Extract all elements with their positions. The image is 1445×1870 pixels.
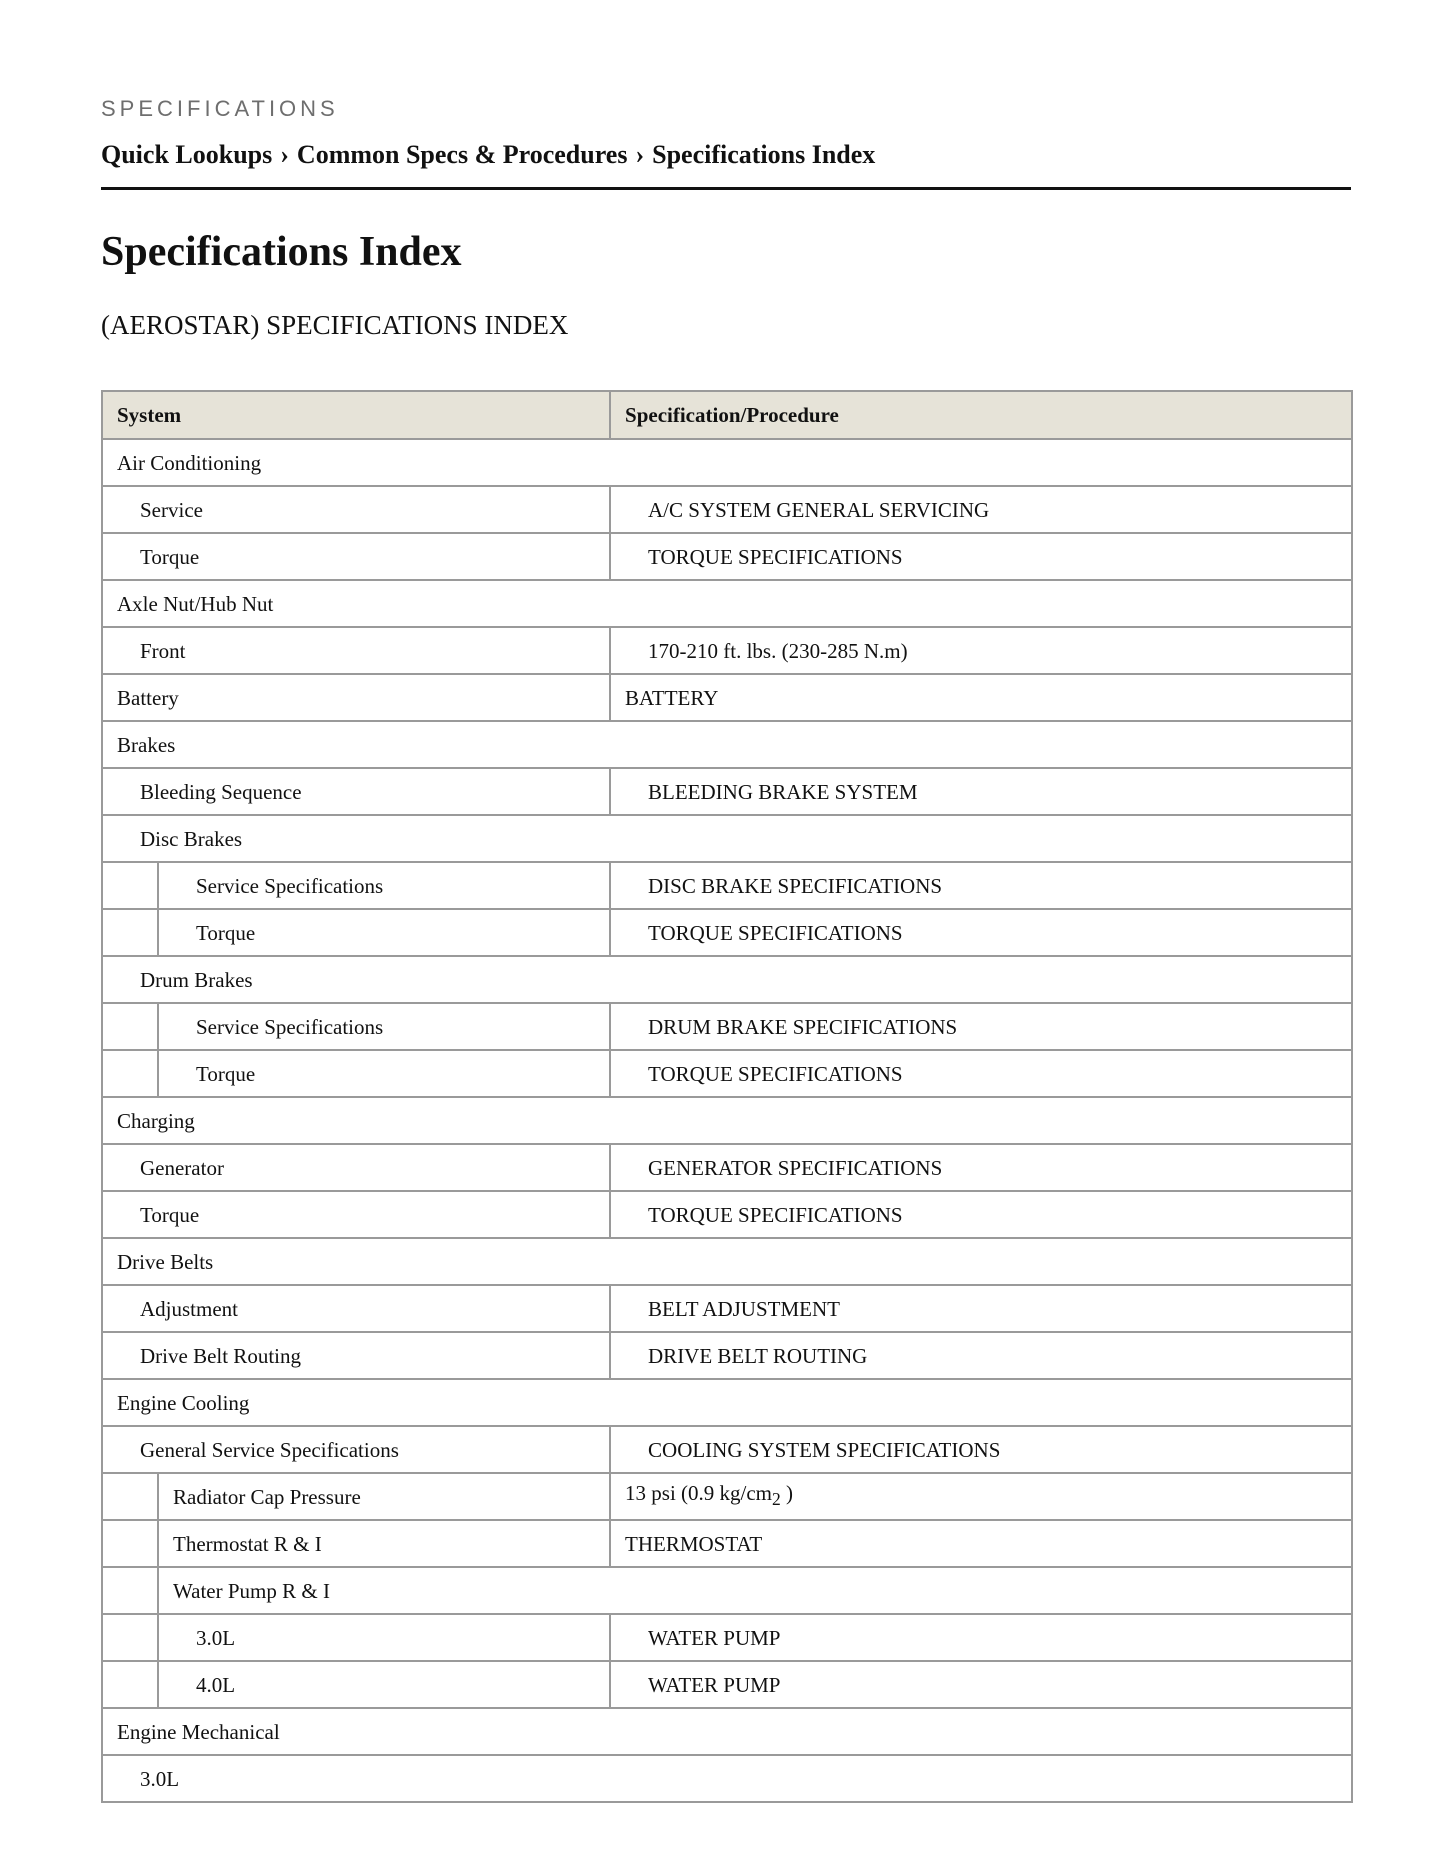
table-row [102, 1379, 1352, 1426]
indent-gutter-cell [102, 1661, 158, 1708]
column-header-system: System [102, 391, 610, 439]
system-cell: Front [102, 627, 610, 674]
breadcrumb [101, 139, 875, 171]
section-kicker: SPECIFICATIONS [101, 96, 339, 121]
spec-value: 170-210 ft. lbs. (230-285 N.m) [648, 638, 908, 663]
system-cell: 4.0L [158, 1661, 610, 1708]
table-header-row [102, 391, 1352, 439]
system-cell: 3.0L [102, 1755, 1352, 1802]
breadcrumb-separator: › [635, 140, 645, 169]
indent-gutter-cell [102, 1050, 158, 1097]
system-cell: Brakes [102, 721, 1352, 768]
spec-link-cell [610, 533, 1352, 580]
spec-link-cell [610, 1520, 1352, 1567]
header-divider [101, 187, 1351, 190]
table-row [102, 1755, 1352, 1802]
specifications-table [101, 390, 1353, 1803]
system-cell: Service Specifications [158, 1003, 610, 1050]
table-row [102, 1567, 1352, 1614]
column-header-specification: Specification/Procedure [610, 391, 1352, 439]
system-cell: 3.0L [158, 1614, 610, 1661]
spec-link[interactable]: BLEEDING BRAKE SYSTEM [648, 779, 918, 804]
spec-link[interactable]: TORQUE SPECIFICATIONS [648, 544, 903, 569]
spec-link-cell [610, 1614, 1352, 1661]
system-cell: Service Specifications [158, 862, 610, 909]
table-row [102, 439, 1352, 486]
spec-link-cell [610, 674, 1352, 721]
spec-link-cell [610, 1003, 1352, 1050]
system-cell: Engine Cooling [102, 1379, 1352, 1426]
spec-link-cell [610, 1332, 1352, 1379]
table-row [102, 1003, 1352, 1050]
table-row [102, 486, 1352, 533]
spec-link-cell [610, 1144, 1352, 1191]
table-row [102, 862, 1352, 909]
system-cell: Torque [158, 1050, 610, 1097]
spec-value-tail: ) [780, 1481, 794, 1506]
spec-link-cell [610, 768, 1352, 815]
breadcrumb-item[interactable]: Quick Lookups [101, 140, 273, 169]
system-cell: Axle Nut/Hub Nut [102, 580, 1352, 627]
table-row [102, 1614, 1352, 1661]
spec-value-cell [610, 1473, 1352, 1520]
spec-link-cell [610, 909, 1352, 956]
system-cell: Charging [102, 1097, 1352, 1144]
system-cell: Torque [102, 1191, 610, 1238]
system-cell: Bleeding Sequence [102, 768, 610, 815]
indent-gutter-cell [102, 862, 158, 909]
table-row [102, 1097, 1352, 1144]
table-row [102, 1520, 1352, 1567]
system-cell: Torque [158, 909, 610, 956]
system-cell: Torque [102, 533, 610, 580]
breadcrumb-item[interactable]: Common Specs & Procedures [296, 140, 628, 169]
spec-link-cell [610, 862, 1352, 909]
spec-link[interactable]: A/C SYSTEM GENERAL SERVICING [648, 497, 990, 522]
spec-link[interactable]: DISC BRAKE SPECIFICATIONS [648, 873, 943, 898]
spec-unit-subscript: 2 [772, 1489, 781, 1510]
system-cell: Air Conditioning [102, 439, 1352, 486]
spec-link[interactable]: COOLING SYSTEM SPECIFICATIONS [648, 1437, 1001, 1462]
system-cell: Generator [102, 1144, 610, 1191]
spec-link-cell [610, 1661, 1352, 1708]
system-cell: Thermostat R & I [158, 1520, 610, 1567]
spec-value-cell [610, 627, 1352, 674]
page-title: Specifications Index [101, 229, 462, 275]
indent-gutter-cell [102, 1520, 158, 1567]
spec-link[interactable]: WATER PUMP [648, 1672, 781, 1697]
system-cell: Drive Belts [102, 1238, 1352, 1285]
spec-link-cell [610, 1285, 1352, 1332]
spec-link[interactable]: BELT ADJUSTMENT [648, 1296, 840, 1321]
table-row [102, 1426, 1352, 1473]
spec-link-cell [610, 1191, 1352, 1238]
spec-link-cell [610, 1426, 1352, 1473]
table-body [102, 439, 1352, 1802]
table-row [102, 768, 1352, 815]
spec-link[interactable]: GENERATOR SPECIFICATIONS [648, 1155, 943, 1180]
breadcrumb-item: Specifications Index [652, 140, 876, 169]
table-row [102, 674, 1352, 721]
table-row [102, 627, 1352, 674]
system-cell: Radiator Cap Pressure [158, 1473, 610, 1520]
breadcrumb-separator: › [280, 140, 289, 169]
spec-link[interactable]: BATTERY [625, 685, 719, 710]
page-subtitle: (AEROSTAR) SPECIFICATIONS INDEX [101, 310, 569, 340]
table-row [102, 533, 1352, 580]
indent-gutter-cell [102, 1567, 158, 1614]
table-row [102, 1708, 1352, 1755]
table-row [102, 1238, 1352, 1285]
spec-link[interactable]: TORQUE SPECIFICATIONS [648, 920, 903, 945]
spec-link[interactable]: DRIVE BELT ROUTING [648, 1343, 868, 1368]
table-row [102, 1191, 1352, 1238]
table-row [102, 1661, 1352, 1708]
indent-gutter-cell [102, 1003, 158, 1050]
table-row [102, 1285, 1352, 1332]
indent-gutter-cell [102, 1473, 158, 1520]
indent-gutter-cell [102, 1614, 158, 1661]
system-cell: Service [102, 486, 610, 533]
spec-link-cell [610, 486, 1352, 533]
table-row [102, 909, 1352, 956]
table-row [102, 721, 1352, 768]
table-row [102, 1332, 1352, 1379]
system-cell: General Service Specifications [102, 1426, 610, 1473]
system-cell: Engine Mechanical [102, 1708, 1352, 1755]
spec-link[interactable]: TORQUE SPECIFICATIONS [648, 1202, 903, 1227]
table-row [102, 580, 1352, 627]
system-cell: Drum Brakes [102, 956, 1352, 1003]
system-cell: Battery [102, 674, 610, 721]
indent-gutter-cell [102, 909, 158, 956]
table-row [102, 1050, 1352, 1097]
table-row [102, 815, 1352, 862]
spec-link[interactable]: DRUM BRAKE SPECIFICATIONS [648, 1014, 958, 1039]
spec-link-cell [610, 1050, 1352, 1097]
table-row [102, 1144, 1352, 1191]
spec-link[interactable]: TORQUE SPECIFICATIONS [648, 1061, 903, 1086]
spec-link[interactable]: WATER PUMP [648, 1625, 781, 1650]
system-cell: Drive Belt Routing [102, 1332, 610, 1379]
system-cell: Adjustment [102, 1285, 610, 1332]
spec-link[interactable]: THERMOSTAT [625, 1531, 763, 1556]
table-row [102, 956, 1352, 1003]
system-cell: Disc Brakes [102, 815, 1352, 862]
table-row [102, 1473, 1352, 1520]
system-cell: Water Pump R & I [158, 1567, 1352, 1614]
spec-value: 13 psi (0.9 kg/cm [625, 1481, 773, 1506]
